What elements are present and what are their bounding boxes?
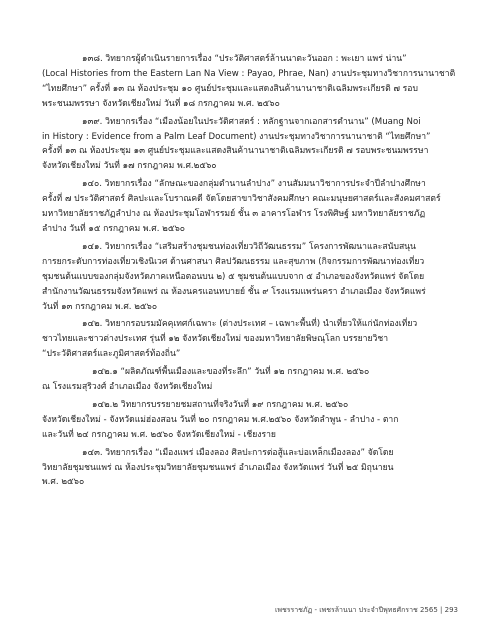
paragraph <box>42 177 460 237</box>
paragraph <box>42 398 460 443</box>
page-number: 293 <box>444 606 458 614</box>
text-line: พ.ศ. ๒๕๖๐ <box>42 477 85 488</box>
text-line: วันที่ ๑๓ กรกฎาคม พ.ศ. ๒๕๖๐ <box>42 301 158 312</box>
text-line: (Local Histories from the Eastern Lan Na View : Payao, Phrae, Nan) งานประชุมทางวิชาการนานาชาติ <box>42 68 456 79</box>
document-body <box>42 52 460 493</box>
text-line: จังหวัดเชียงใหม่ - จังหวัดแม่ฮ่องสอน วันที่ ๒๐ กรกฎาคม พ.ศ.๒๕๖๐ จังหวัดลำพูน - ลำปาง - ตาก <box>42 414 399 425</box>
page-footer <box>275 605 458 616</box>
text-line: และวันที่ ๒๔ กรกฎาคม พ.ศ. ๒๕๖๐ จังหวัดเชียงใหม่ - เชียงราย <box>42 429 276 440</box>
text-line: สำนักงานวัฒนธรรมจังหวัดแพร่ ณ ห้องนครแอนทบายย์ ชั้น ๙ โรงแรมแพร่นครา อำเภอเมือง จังหวัดแพร่ <box>42 286 426 297</box>
text-line: ๑๔๐. วิทยากรเรื่อง “ลักษณะของกลุ่มตำนานลำปาง” งานสัมมนาวิชาการประจำปีลำปางศึกษา <box>82 179 426 190</box>
text-line: วิทยาลัยชุมชนแพร่ ณ ห้องประชุมวิทยาลัยชุมชนแพร่ อำเภอเมือง จังหวัดแพร่ วันที่ ๒๕ มิถุนายน <box>42 462 394 473</box>
text-line: ๑๓๘. วิทยากรผู้ดำเนินรายการเรื่อง “ประวัติศาสตร์ล้านนาตะวันออก : พะเยา แพร่ น่าน” <box>82 54 407 64</box>
text-line: การยกระดับการท่องเที่ยวเชิงนิเวศ ด้านศาสนา ศิลปวัฒนธรรม และสุขภาพ (กิจกรรมการพัฒนาท่องเที่ยว <box>42 256 425 267</box>
text-line: ๑๔๒. วิทยากรอบรมมัคคุเทศก์เฉพาะ (ต่างประเทศ – เฉพาะพื้นที่) นำเที่ยวให้แก่นักท่องเที่ยว <box>82 319 418 330</box>
footer-title: เพชรราชภัฏ - เพชรล้านนา ประจำปีพุทธศักราช 2565 <box>274 606 438 614</box>
text-line: ๑๓๙. วิทยากรเรื่อง “เมืองน้อยในประวัติศาสตร์ : หลักฐานจากเอกสารตำนาน” (Muang Noi <box>82 116 421 127</box>
text-line: ลำปาง วันที่ ๑๕ กรกฎาคม พ.ศ. ๒๕๖๐ <box>42 223 186 234</box>
text-line: ครั้งที่ ๑๓ ณ ห้องประชุม ๑๓ ศูนย์ประชุมและแสดงสินค้านานาชาติเฉลิมพระเกียรติ ๗ รอบพระชนมพรรษา <box>42 146 429 157</box>
text-line: ๑๔๒.๒ วิทยากรบรรยายชมสถานที่จริงวันที่ ๑๙ กรกฎาคม พ.ศ. ๒๕๖๐ <box>92 399 349 410</box>
paragraph <box>42 317 460 362</box>
paragraph <box>42 365 460 395</box>
text-line: พระชนมพรรษา จังหวัดเชียงใหม่ วันที่ ๑๘ กรกฎาคม พ.ศ. ๒๕๖๐ <box>42 98 280 109</box>
paragraph <box>42 446 460 491</box>
text-line: “ประวัติศาสตร์และภูมิศาสตร์ท้องถิ่น” <box>42 349 181 360</box>
text-line: in History : Evidence from a Palm Leaf Document) งานประชุมทางวิชาการนานาชาติ “ไทยศึกษา” <box>42 131 431 142</box>
text-line: ๑๔๒.๑ “ผลิตภัณฑ์พื้นเมืองและของที่ระลึก” วันที่ ๑๒ กรกฎาคม พ.ศ. ๒๕๖๐ <box>92 367 370 378</box>
text-line: ณ โรงแรมสุริวงศ์ อำเภอเมือง จังหวัดเชียงใหม่ <box>42 382 213 393</box>
text-line: ชุมชนต้นแบบของกลุ่มจังหวัดภาคเหนือตอนบน ๒) ๕ ชุมชนต้นแบบจาก ๕ อำเภอของจังหวัดแพร่ จัดโดย <box>42 271 425 282</box>
paragraph <box>42 52 460 112</box>
paragraph <box>42 240 460 315</box>
text-line: ครั้งที่ ๗ ประวัติศาสตร์ ศิลปะและโบราณคดี จัดโดยสาขาวิชาสังคมศึกษา คณะมนุษยศาสตร์และสังคมศาสตร์ <box>42 194 441 205</box>
text-line: “ไทยศึกษา” ครั้งที่ ๑๓ ณ ห้องประชุม ๑๐ ศูนย์ประชุมและแสดงสินค้านานาชาติเฉลิมพระเกียรติ ๗ รอบ <box>42 83 418 94</box>
paragraph <box>42 115 460 175</box>
text-line: มหาวิทยาลัยราชภัฏลำปาง ณ ห้องประชุมโอฬารรมย์ ชั้น ๓ อาคารโอฬาร โรงพิศิษฐ์ มหาวิทยาลัยราชภัฏ <box>42 209 426 220</box>
text-line: ชาวไทยและชาวต่างประเทศ รุ่นที่ ๑๒ จังหวัดเชียงใหม่ ของมหาวิทยาลัยพิษณุโลก บรรยายวิชา <box>42 334 389 345</box>
text-line: จังหวัดเชียงใหม่ วันที่ ๑๗ กรกฎาคม พ.ศ.๒๕๖๐ <box>42 161 217 172</box>
footer-separator: | <box>440 606 443 614</box>
text-line: ๑๔๓. วิทยากรเรื่อง “เมืองแพร่ เมืองลอง ศิลปะการต่อสู้และบ่อเหล็กเมืองลอง” จัดโดย <box>82 447 394 458</box>
text-line: ๑๔๑. วิทยากรเรื่อง “เสริมสร้างชุมชนท่องเที่ยววิถีวัฒนธรรม” โครงการพัฒนาและสนับสนุน <box>82 241 416 252</box>
